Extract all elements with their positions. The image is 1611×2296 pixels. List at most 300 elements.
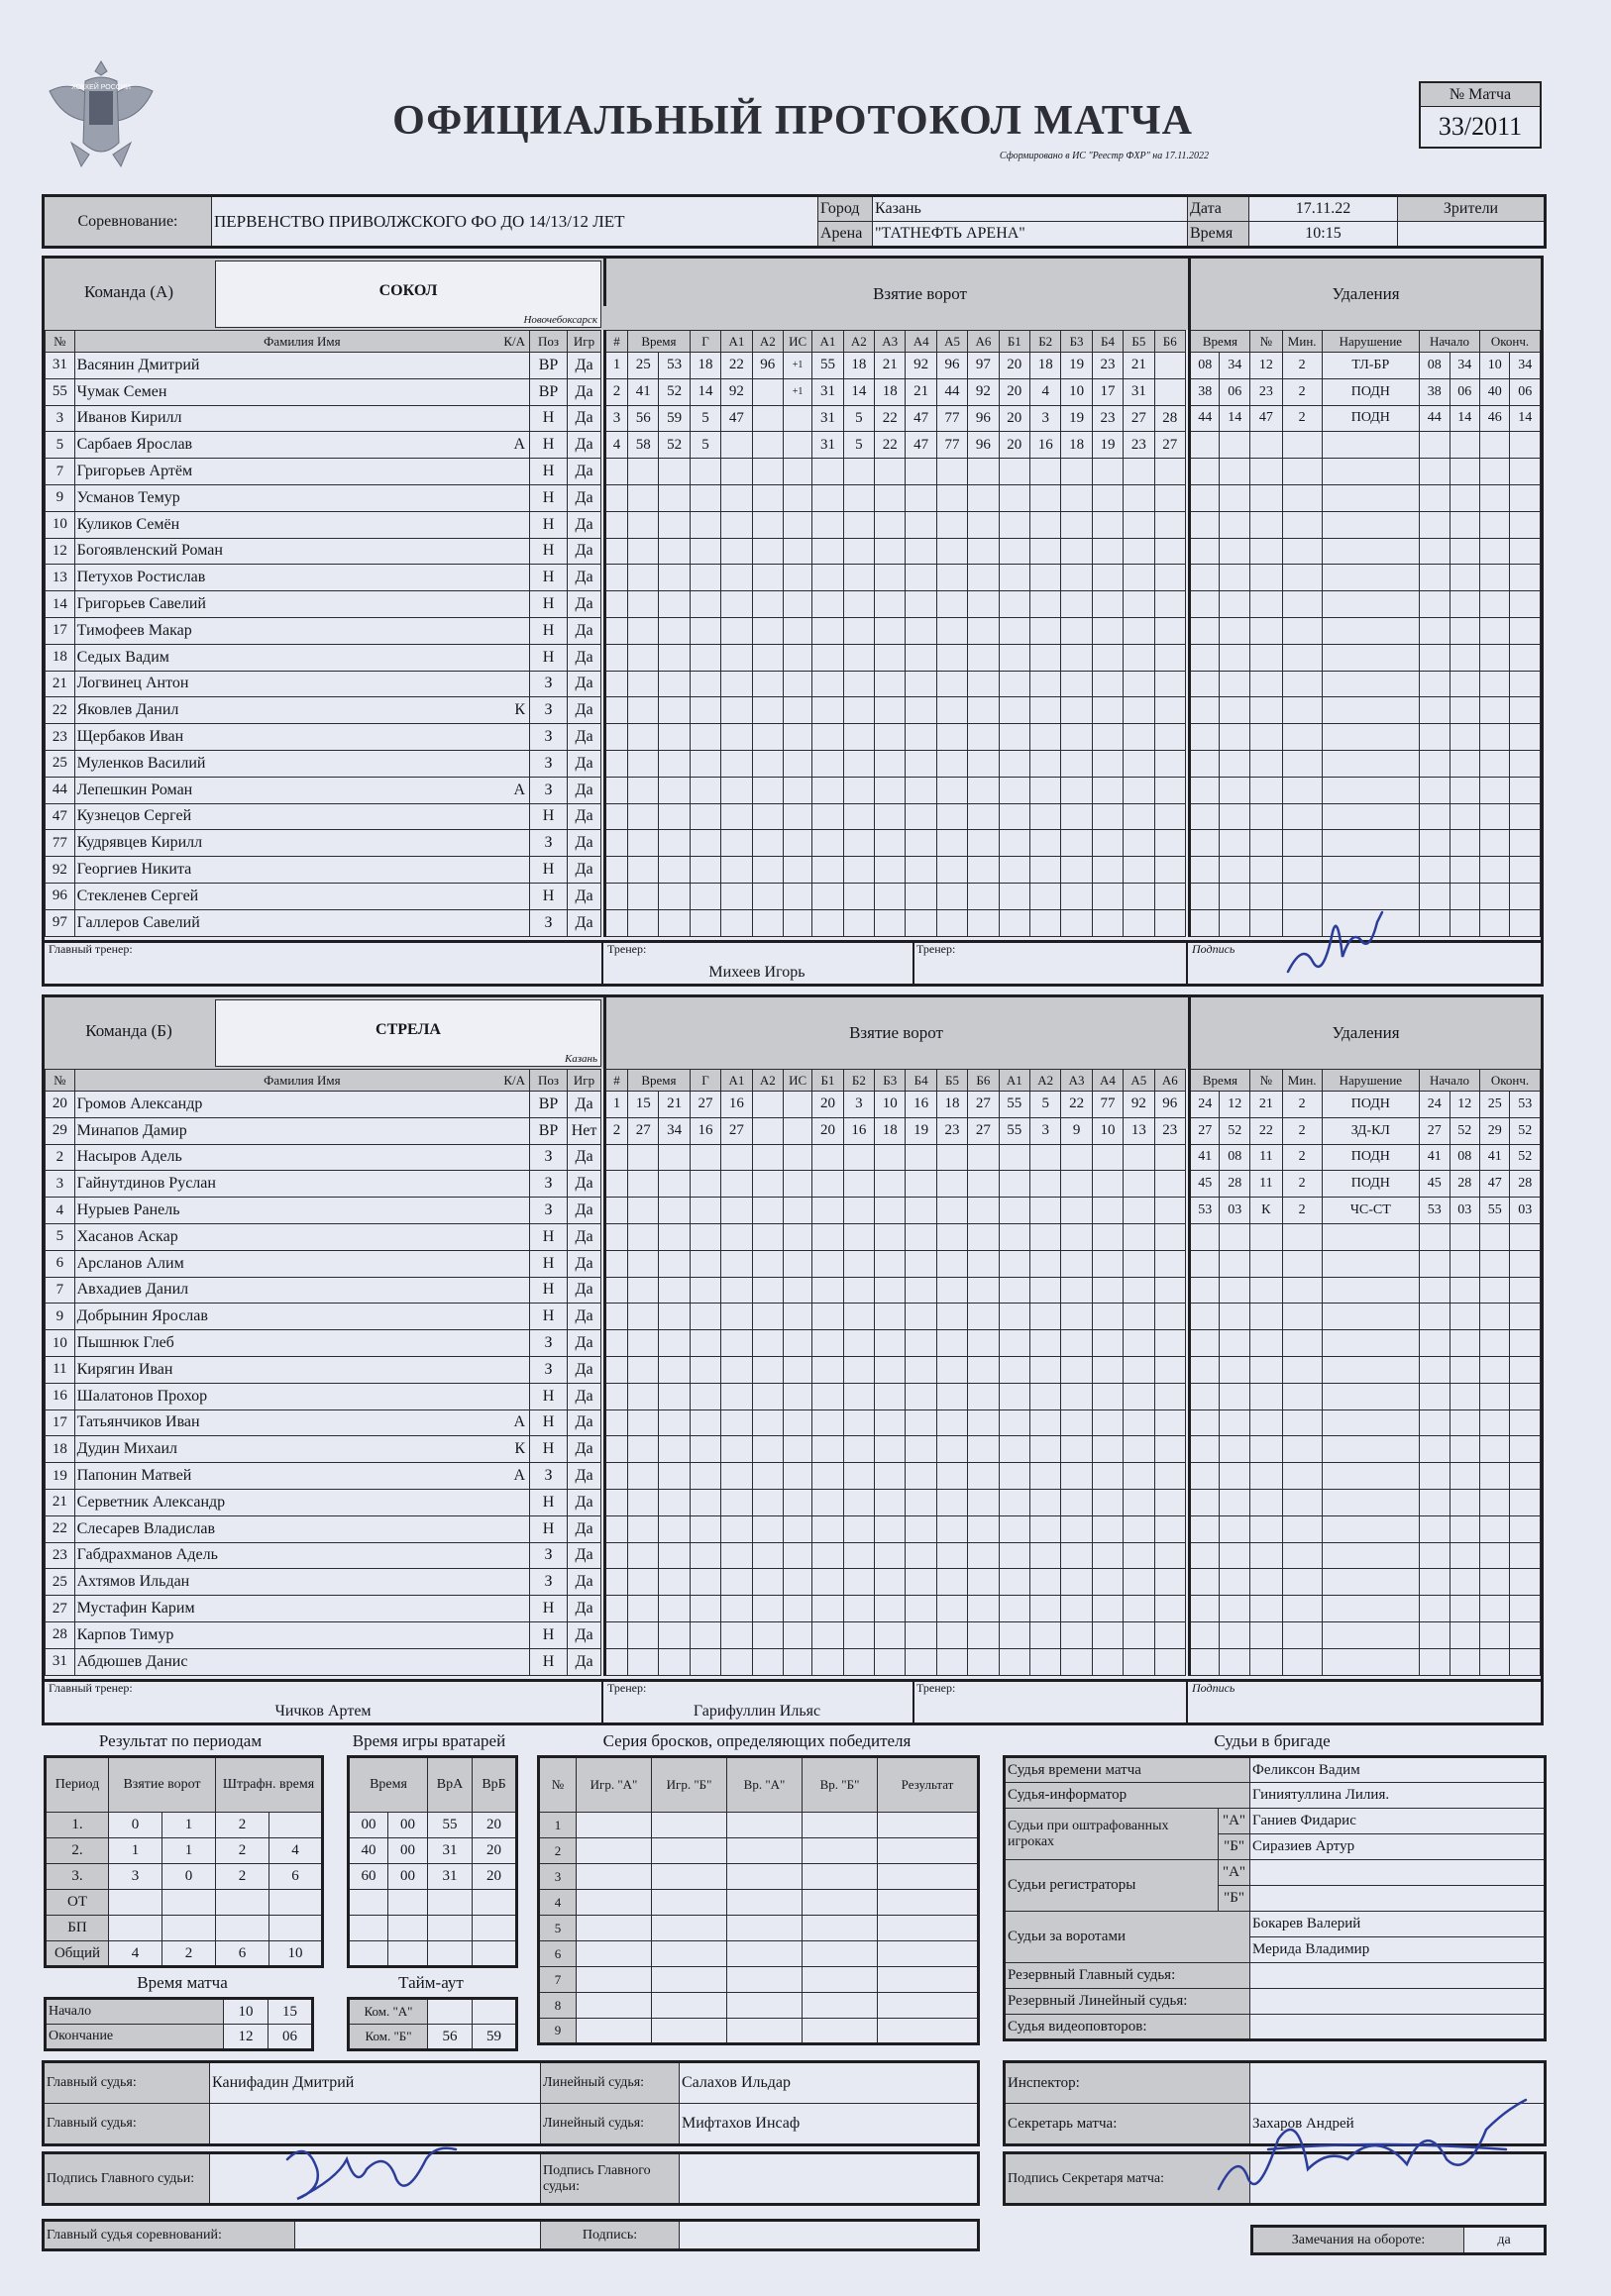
penalty-cell (1420, 432, 1450, 459)
goal-cell (906, 1171, 936, 1198)
table-row (1190, 644, 1541, 671)
goal-cell (1124, 459, 1154, 485)
goal-cell (999, 617, 1029, 644)
player-position: З (530, 777, 568, 803)
goal-cell (605, 750, 628, 777)
player-number: 28 (46, 1621, 75, 1648)
table-row (46, 617, 601, 644)
goal-cell (1124, 644, 1154, 671)
goal-cell (999, 1250, 1029, 1277)
goal-cell (1030, 617, 1061, 644)
player-number: 44 (46, 777, 75, 803)
penalty-cell (1190, 1489, 1220, 1515)
goal-cell: 10 (875, 1092, 906, 1118)
goals-col-header: А1 (721, 1070, 752, 1092)
table-row (1190, 591, 1541, 618)
goal-cell (999, 1515, 1029, 1542)
goal-cell (1061, 697, 1092, 724)
match-time-title: Время матча (137, 1973, 228, 1992)
goal-cell (605, 617, 628, 644)
timekeeper-label: Судья времени матча (1005, 1757, 1250, 1783)
goal-cell (843, 591, 874, 618)
goal-cell (752, 591, 783, 618)
player-played: Да (568, 1223, 601, 1250)
goal-cell (843, 1330, 874, 1357)
table-row (46, 591, 601, 618)
goal-cell (783, 750, 811, 777)
table-row (1190, 803, 1541, 830)
player-number: 11 (46, 1356, 75, 1383)
penalty-cell: 12 (1220, 1092, 1249, 1118)
goal-cell (721, 538, 752, 565)
goal-cell (721, 750, 752, 777)
penalty-cell: К (1249, 1198, 1282, 1224)
penalty-cell: 28 (1450, 1171, 1479, 1198)
goal-cell (605, 1198, 628, 1224)
penalty-cell (1220, 1383, 1249, 1409)
goal-cell (1030, 671, 1061, 697)
penalty-cell: 2 (1282, 405, 1322, 432)
period-pim-a: 2 (216, 1864, 269, 1890)
goal-cell (783, 1383, 811, 1409)
table-row (1190, 538, 1541, 565)
penalty-cell (1322, 591, 1419, 618)
goal-cell (721, 644, 752, 671)
player-position: ВР (530, 353, 568, 379)
goal-cell: 27 (1154, 432, 1185, 459)
goal-cell: 18 (690, 353, 720, 379)
penalty-cell (1249, 777, 1282, 803)
goal-cell (968, 591, 999, 618)
penalty-cell (1282, 1542, 1322, 1569)
player-name: Ахтямов Ильдан (74, 1569, 529, 1596)
goal-cell (752, 378, 783, 405)
penalty-col-header: Начало (1420, 1070, 1480, 1092)
goal-cell (1030, 857, 1061, 884)
goal-cell (843, 1171, 874, 1198)
penalty-cell (1190, 1463, 1220, 1490)
goal-cell (812, 857, 843, 884)
table-row (1190, 1223, 1541, 1250)
goal-cell (1092, 1489, 1123, 1515)
goalie-time-cell: 60 (349, 1864, 388, 1890)
goal-cell (690, 1171, 720, 1198)
table-row (605, 724, 1186, 751)
goal-cell (906, 1463, 936, 1490)
goal-cell (690, 1383, 720, 1409)
goal-cell (812, 511, 843, 538)
player-role: А (513, 1467, 525, 1485)
roster-col-number: № (46, 1070, 75, 1092)
goal-cell (936, 777, 967, 803)
goal-cell (999, 1304, 1029, 1330)
goals-col-header: Б2 (843, 1070, 874, 1092)
goal-cell (783, 1277, 811, 1304)
penalty-cell (1220, 909, 1249, 936)
goal-cell (783, 1250, 811, 1277)
penalty-cell (1282, 1596, 1322, 1622)
penalty-cell (1190, 565, 1220, 591)
line-ref-2: Мифтахов Инсаф (680, 2104, 979, 2145)
penalty-cell (1190, 777, 1220, 803)
period-pim-b: 6 (269, 1864, 323, 1890)
goal-cell (690, 1596, 720, 1622)
player-position: З (530, 750, 568, 777)
goal-cell (875, 750, 906, 777)
penalty-cell (1190, 1356, 1220, 1383)
penalty-cell: 25 (1479, 1092, 1509, 1118)
goal-cell (1124, 1515, 1154, 1542)
penalty-cell (1479, 591, 1509, 618)
player-played: Да (568, 565, 601, 591)
penalty-cell: 24 (1190, 1092, 1220, 1118)
goal-cell (968, 750, 999, 777)
page-subtitle: Сформировано в ИС "Реестр ФХР" на 17.11.2022 (999, 151, 1209, 161)
table-row (46, 1569, 601, 1596)
goal-cell (721, 1542, 752, 1569)
goal-cell (968, 909, 999, 936)
goal-cell (690, 777, 720, 803)
goal-cell (690, 1250, 720, 1277)
table-row (46, 803, 601, 830)
penalty-cell (1322, 1542, 1419, 1569)
goal-cell (783, 1198, 811, 1224)
goal-cell (1030, 883, 1061, 909)
table-row (46, 1330, 601, 1357)
goal-cell: 22 (875, 405, 906, 432)
team-a-coach2-label: Тренер: (916, 942, 956, 956)
player-played: Да (568, 1198, 601, 1224)
goal-cell (843, 1277, 874, 1304)
table-row (46, 1489, 601, 1515)
shootout-cell (878, 1864, 979, 1890)
player-name: Сарбаев Ярослав А (74, 432, 529, 459)
goal-cell (659, 1171, 690, 1198)
penalty-cell (1322, 511, 1419, 538)
goal-cell (936, 830, 967, 857)
penalty-cell (1510, 591, 1541, 618)
goalie-time-cell: 00 (388, 1864, 428, 1890)
goal-cell (968, 724, 999, 751)
table-row (605, 538, 1186, 565)
competition-ref-table (42, 2219, 980, 2251)
penalty-cell (1420, 1223, 1450, 1250)
goal-cell (843, 777, 874, 803)
table-row (539, 1838, 979, 1864)
goal-cell (936, 1542, 967, 1569)
period-pim-a: 2 (216, 1813, 269, 1838)
table-row (46, 644, 601, 671)
penalty-cell (1420, 909, 1450, 936)
goalie-time-cell: 55 (428, 1813, 473, 1838)
goal-judge-1: Бокарев Валерий (1250, 1912, 1546, 1937)
penalty-cell (1249, 750, 1282, 777)
player-position: Н (530, 1304, 568, 1330)
penalty-cell (1220, 1277, 1249, 1304)
goal-cell (1154, 644, 1185, 671)
shootout-cell (577, 1941, 652, 1967)
table-row (46, 1304, 601, 1330)
goal-cell: 4 (1030, 378, 1061, 405)
penalty-cell (1420, 538, 1450, 565)
table-row (46, 1198, 601, 1224)
penalty-cell (1190, 538, 1220, 565)
table-row (1190, 777, 1541, 803)
goal-cell: 18 (936, 1092, 967, 1118)
goal-cell (812, 777, 843, 803)
penalty-cell (1450, 591, 1479, 618)
penalty-cell (1450, 1277, 1479, 1304)
goal-cell: 5 (1030, 1092, 1061, 1118)
player-number: 10 (46, 511, 75, 538)
goal-cell (659, 750, 690, 777)
penalty-cell (1249, 1304, 1282, 1330)
table-row (349, 1941, 517, 1967)
goal-cell (843, 484, 874, 511)
goal-cell (906, 1489, 936, 1515)
table-row (605, 353, 1186, 379)
goal-cell (659, 1250, 690, 1277)
goal-cell (1154, 591, 1185, 618)
team-b-coach: Гарифуллин Ильяс (693, 1703, 821, 1720)
penalty-cell: ЗД-КЛ (1322, 1117, 1419, 1144)
goal-cell (906, 1304, 936, 1330)
table-row (605, 1569, 1186, 1596)
goal-cell (721, 909, 752, 936)
goal-cell (659, 1436, 690, 1463)
goal-cell (752, 1383, 783, 1409)
player-name: Чумак Семен (74, 378, 529, 405)
goals-col-header: Б6 (1154, 331, 1185, 353)
period-goals-a: 4 (109, 1941, 162, 1967)
periods-table (44, 1755, 324, 1968)
goal-cell (812, 909, 843, 936)
goal-cell (812, 1277, 843, 1304)
goal-cell: 21 (875, 353, 906, 379)
goal-cell (812, 617, 843, 644)
goal-cell (906, 511, 936, 538)
goal-cell (1030, 1542, 1061, 1569)
penalty-cell (1282, 511, 1322, 538)
goal-cell (783, 777, 811, 803)
remarks-table (1250, 2225, 1547, 2255)
shootout-title: Серия бросков, определяющих победителя (602, 1731, 912, 1750)
goal-cell (783, 565, 811, 591)
player-name: Гайнутдинов Руслан (74, 1171, 529, 1198)
goal-cell (1124, 1356, 1154, 1383)
penalty-cell (1220, 511, 1249, 538)
goal-cell (690, 1436, 720, 1463)
penalty-cell: 28 (1510, 1171, 1541, 1198)
penalty-cell (1510, 484, 1541, 511)
player-number: 16 (46, 1383, 75, 1409)
penalty-cell (1282, 1223, 1322, 1250)
goal-cell: 23 (936, 1117, 967, 1144)
goal-cell (690, 830, 720, 857)
goal-cell: +1 (783, 378, 811, 405)
table-row (539, 2019, 979, 2044)
goal-cell (1154, 1250, 1185, 1277)
goal-cell (812, 591, 843, 618)
goal-cell (1154, 1463, 1185, 1490)
penalty-cell (1282, 1621, 1322, 1648)
goal-cell (906, 1621, 936, 1648)
goal-cell (628, 1144, 659, 1171)
goal-cell (605, 1250, 628, 1277)
goal-cell (1092, 1198, 1123, 1224)
period-goals-b: 1 (162, 1813, 216, 1838)
player-name: Кирягин Иван (74, 1356, 529, 1383)
team-a-city: Новочебоксарск (523, 314, 597, 326)
goal-cell (1061, 1489, 1092, 1515)
sign-main-table (42, 2151, 980, 2206)
penalty-cell (1420, 803, 1450, 830)
shootout-cell (727, 1838, 803, 1864)
goal-cell (999, 857, 1029, 884)
goal-cell (752, 1144, 783, 1171)
goal-cell (906, 1648, 936, 1675)
goal-cell: 23 (1154, 1117, 1185, 1144)
penalty-cell (1420, 883, 1450, 909)
player-played: Да (568, 617, 601, 644)
player-number: 19 (46, 1463, 75, 1490)
goal-cell: 52 (659, 378, 690, 405)
penalty-cell (1190, 1304, 1220, 1330)
goal-cell (628, 1621, 659, 1648)
player-played: Да (568, 1542, 601, 1569)
goal-cell (1061, 1304, 1092, 1330)
penalty-cell (1249, 803, 1282, 830)
goal-cell (1124, 1277, 1154, 1304)
table-row (1190, 1356, 1541, 1383)
team-a-roster (45, 330, 601, 937)
judges-table (1003, 1755, 1547, 2041)
goal-cell (721, 459, 752, 485)
goal-cell (1061, 1171, 1092, 1198)
goal-cell (843, 1621, 874, 1648)
player-number: 5 (46, 1223, 75, 1250)
goal-cell (721, 883, 752, 909)
goal-cell (875, 1277, 906, 1304)
penalty-cell (1220, 459, 1249, 485)
roster-col-name: Фамилия Имя К/А (74, 331, 529, 353)
goal-cell: 13 (1124, 1117, 1154, 1144)
table-row (1190, 1463, 1541, 1490)
player-played: Да (568, 830, 601, 857)
goal-cell (875, 1569, 906, 1596)
goal-cell (605, 1277, 628, 1304)
player-name: Шалатонов Прохор (74, 1383, 529, 1409)
player-position: Н (530, 617, 568, 644)
shootout-col-header: Игр. "Б" (652, 1757, 727, 1813)
goal-cell (1124, 697, 1154, 724)
goal-cell (1124, 1383, 1154, 1409)
goal-cell (659, 777, 690, 803)
goal-cell (968, 1250, 999, 1277)
goals-col-header: А4 (1092, 1070, 1123, 1092)
goal-cell (812, 1356, 843, 1383)
shootout-cell (577, 1838, 652, 1864)
goals-col-header: А6 (1154, 1070, 1185, 1092)
goal-cell (1030, 1621, 1061, 1648)
goal-cell (659, 1277, 690, 1304)
penalty-cell (1322, 803, 1419, 830)
player-played: Да (568, 1144, 601, 1171)
goal-cell (752, 1304, 783, 1330)
goal-cell (783, 538, 811, 565)
competition-name: ПЕРВЕНСТВО ПРИВОЛЖСКОГО ФО ДО 14/13/12 ЛЕТ (212, 196, 818, 248)
penalty-cell (1322, 1304, 1419, 1330)
goal-cell: 20 (812, 1117, 843, 1144)
goal-cell (721, 1621, 752, 1648)
spectators-value (1398, 222, 1546, 248)
goal-cell (628, 1489, 659, 1515)
goal-cell (605, 1436, 628, 1463)
penalty-cell: 10 (1479, 353, 1509, 379)
goalie-time-cell: 31 (428, 1864, 473, 1890)
goal-cell (783, 1223, 811, 1250)
secretary-label: Секретарь матча: (1005, 2104, 1250, 2145)
goal-cell (783, 1569, 811, 1596)
goal-cell (875, 565, 906, 591)
player-position: ВР (530, 378, 568, 405)
player-played: Да (568, 909, 601, 936)
goal-cell (936, 1250, 967, 1277)
logo-text: ХОККЕЙ РОССИИ (71, 84, 131, 91)
period-pim-a: 6 (216, 1941, 269, 1967)
goal-cell (628, 511, 659, 538)
goal-cell (968, 1198, 999, 1224)
penalty-cell: ПОДН (1322, 1171, 1419, 1198)
goal-cell (628, 1304, 659, 1330)
goal-cell (1124, 1304, 1154, 1330)
table-row (605, 697, 1186, 724)
penalty-cell (1282, 1489, 1322, 1515)
goals-col-header: А2 (752, 1070, 783, 1092)
penalty-cell (1420, 1515, 1450, 1542)
penalty-cell (1220, 830, 1249, 857)
goal-cell (690, 857, 720, 884)
goal-cell (1061, 484, 1092, 511)
goalie-col-time: Время (349, 1757, 428, 1813)
penalty-cell (1220, 1596, 1249, 1622)
goal-cell (906, 724, 936, 751)
table-row (1190, 1304, 1541, 1330)
table-row (539, 1941, 979, 1967)
informer-label: Судья-информатор (1005, 1783, 1250, 1809)
penalty-cell (1282, 1304, 1322, 1330)
goal-cell (1154, 1383, 1185, 1409)
penalty-cell: 24 (1420, 1092, 1450, 1118)
goal-cell: 47 (721, 405, 752, 432)
goal-cell (752, 803, 783, 830)
period-pim-b (269, 1813, 323, 1838)
match-start-label: Начало (46, 1999, 224, 2025)
goal-cell (999, 644, 1029, 671)
penalty-cell (1190, 591, 1220, 618)
goal-cell (659, 909, 690, 936)
goal-cell (721, 1171, 752, 1198)
penalty-cell (1322, 1596, 1419, 1622)
goal-cell (752, 1489, 783, 1515)
player-name: Татьянчиков Иван А (74, 1409, 529, 1436)
goals-col-header: А3 (875, 331, 906, 353)
goal-cell (1061, 671, 1092, 697)
goal-cell: 21 (906, 378, 936, 405)
table-row (605, 1515, 1186, 1542)
penalty-cell (1510, 432, 1541, 459)
goal-cell (1030, 565, 1061, 591)
